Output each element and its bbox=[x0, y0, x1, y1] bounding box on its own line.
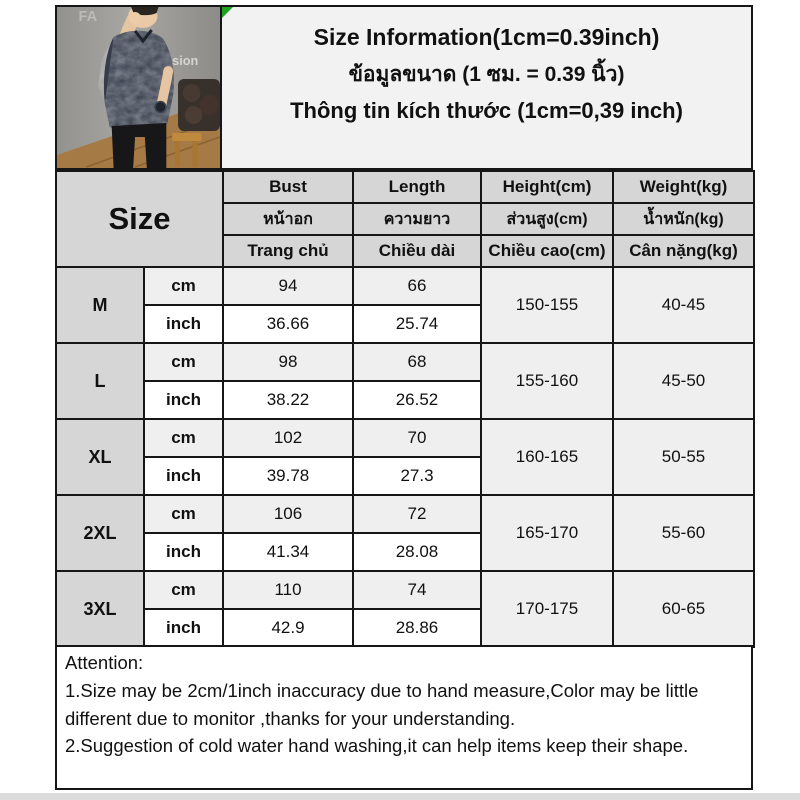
length-cm-value: 72 bbox=[353, 495, 481, 533]
unit-cm: cm bbox=[144, 495, 223, 533]
size-label: 2XL bbox=[56, 495, 144, 571]
size-row-3xl-cm bbox=[56, 571, 754, 609]
bust-cm-value: 98 bbox=[223, 343, 353, 381]
weight-range: 50-55 bbox=[613, 419, 754, 495]
weight-header-vi: Cân nặng(kg) bbox=[613, 235, 754, 267]
attention-heading: Attention: bbox=[65, 652, 144, 673]
size-row-m-cm bbox=[56, 267, 754, 305]
length-header-th: ความยาว bbox=[353, 203, 481, 235]
height-range: 165-170 bbox=[481, 495, 613, 571]
attention-box bbox=[55, 645, 753, 790]
unit-inch: inch bbox=[144, 457, 223, 495]
bust-inch-value: 41.34 bbox=[223, 533, 353, 571]
bust-cm-value: 106 bbox=[223, 495, 353, 533]
title-english: Size Information(1cm=0.39inch) bbox=[313, 23, 660, 50]
bust-inch-value: 38.22 bbox=[223, 381, 353, 419]
height-range: 170-175 bbox=[481, 571, 613, 647]
length-cm-value: 74 bbox=[353, 571, 481, 609]
size-row-2xl-cm bbox=[56, 495, 754, 533]
height-header-th: ส่วนสูง(cm) bbox=[481, 203, 613, 235]
bust-cm-value: 110 bbox=[223, 571, 353, 609]
bust-header-en: Bust bbox=[223, 171, 353, 203]
product-photo bbox=[55, 5, 222, 170]
size-row-xl-cm bbox=[56, 419, 754, 457]
height-range: 150-155 bbox=[481, 267, 613, 343]
bust-header-vi: Trang chủ bbox=[223, 235, 353, 267]
size-label: M bbox=[56, 267, 144, 343]
svg-text:FA: FA bbox=[78, 8, 98, 26]
size-header-cell: Size bbox=[56, 171, 223, 267]
size-information-title-panel bbox=[222, 5, 753, 170]
weight-range: 45-50 bbox=[613, 343, 754, 419]
unit-cm: cm bbox=[144, 267, 223, 305]
length-header-vi: Chiều dài bbox=[353, 235, 481, 267]
length-inch-value: 27.3 bbox=[353, 457, 481, 495]
height-header-en: Height(cm) bbox=[481, 171, 613, 203]
size-label: 3XL bbox=[56, 571, 144, 647]
length-header-en: Length bbox=[353, 171, 481, 203]
height-header-vi: Chiều cao(cm) bbox=[481, 235, 613, 267]
bust-cm-value: 102 bbox=[223, 419, 353, 457]
length-inch-value: 28.86 bbox=[353, 609, 481, 647]
size-label: L bbox=[56, 343, 144, 419]
height-range: 160-165 bbox=[481, 419, 613, 495]
weight-header-en: Weight(kg) bbox=[613, 171, 754, 203]
unit-inch: inch bbox=[144, 381, 223, 419]
unit-inch: inch bbox=[144, 533, 223, 571]
unit-inch: inch bbox=[144, 609, 223, 647]
weight-range: 40-45 bbox=[613, 267, 754, 343]
bust-inch-value: 42.9 bbox=[223, 609, 353, 647]
top-row bbox=[55, 5, 753, 170]
bust-header-th: หน้าอก bbox=[223, 203, 353, 235]
size-row-l-cm bbox=[56, 343, 754, 381]
weight-range: 60-65 bbox=[613, 571, 754, 647]
bust-cm-value: 94 bbox=[223, 267, 353, 305]
length-cm-value: 66 bbox=[353, 267, 481, 305]
attention-line-1: 1.Size may be 2cm/1inch inaccuracy due to hand measure,Color may be little different due to monitor ,thanks for your understanding. bbox=[65, 679, 699, 729]
bust-inch-value: 36.66 bbox=[223, 305, 353, 343]
svg-text:sion: sion bbox=[172, 52, 199, 69]
unit-cm: cm bbox=[144, 419, 223, 457]
product-photo-illustration bbox=[57, 7, 220, 168]
bust-inch-value: 39.78 bbox=[223, 457, 353, 495]
length-inch-value: 26.52 bbox=[353, 381, 481, 419]
weight-range: 55-60 bbox=[613, 495, 754, 571]
weight-header-th: น้ำหนัก(kg) bbox=[613, 203, 754, 235]
unit-cm: cm bbox=[144, 571, 223, 609]
size-table bbox=[55, 170, 755, 648]
length-inch-value: 25.74 bbox=[353, 305, 481, 343]
unit-inch: inch bbox=[144, 305, 223, 343]
attention-line-2: 2.Suggestion of cold water hand washing,it can help items keep their shape. bbox=[65, 735, 689, 757]
length-inch-value: 28.08 bbox=[353, 533, 481, 571]
title-vietnamese: Thông tin kích thước (1cm=0,39 inch) bbox=[290, 97, 683, 123]
bottom-edge-strip bbox=[0, 793, 800, 800]
header-row-en bbox=[56, 171, 754, 203]
size-label: XL bbox=[56, 419, 144, 495]
corner-marker-icon bbox=[222, 7, 233, 18]
length-cm-value: 68 bbox=[353, 343, 481, 381]
height-range: 155-160 bbox=[481, 343, 613, 419]
length-cm-value: 70 bbox=[353, 419, 481, 457]
unit-cm: cm bbox=[144, 343, 223, 381]
title-thai: ข้อมูลขนาด (1 ซม. = 0.39 นิ้ว) bbox=[348, 62, 625, 86]
